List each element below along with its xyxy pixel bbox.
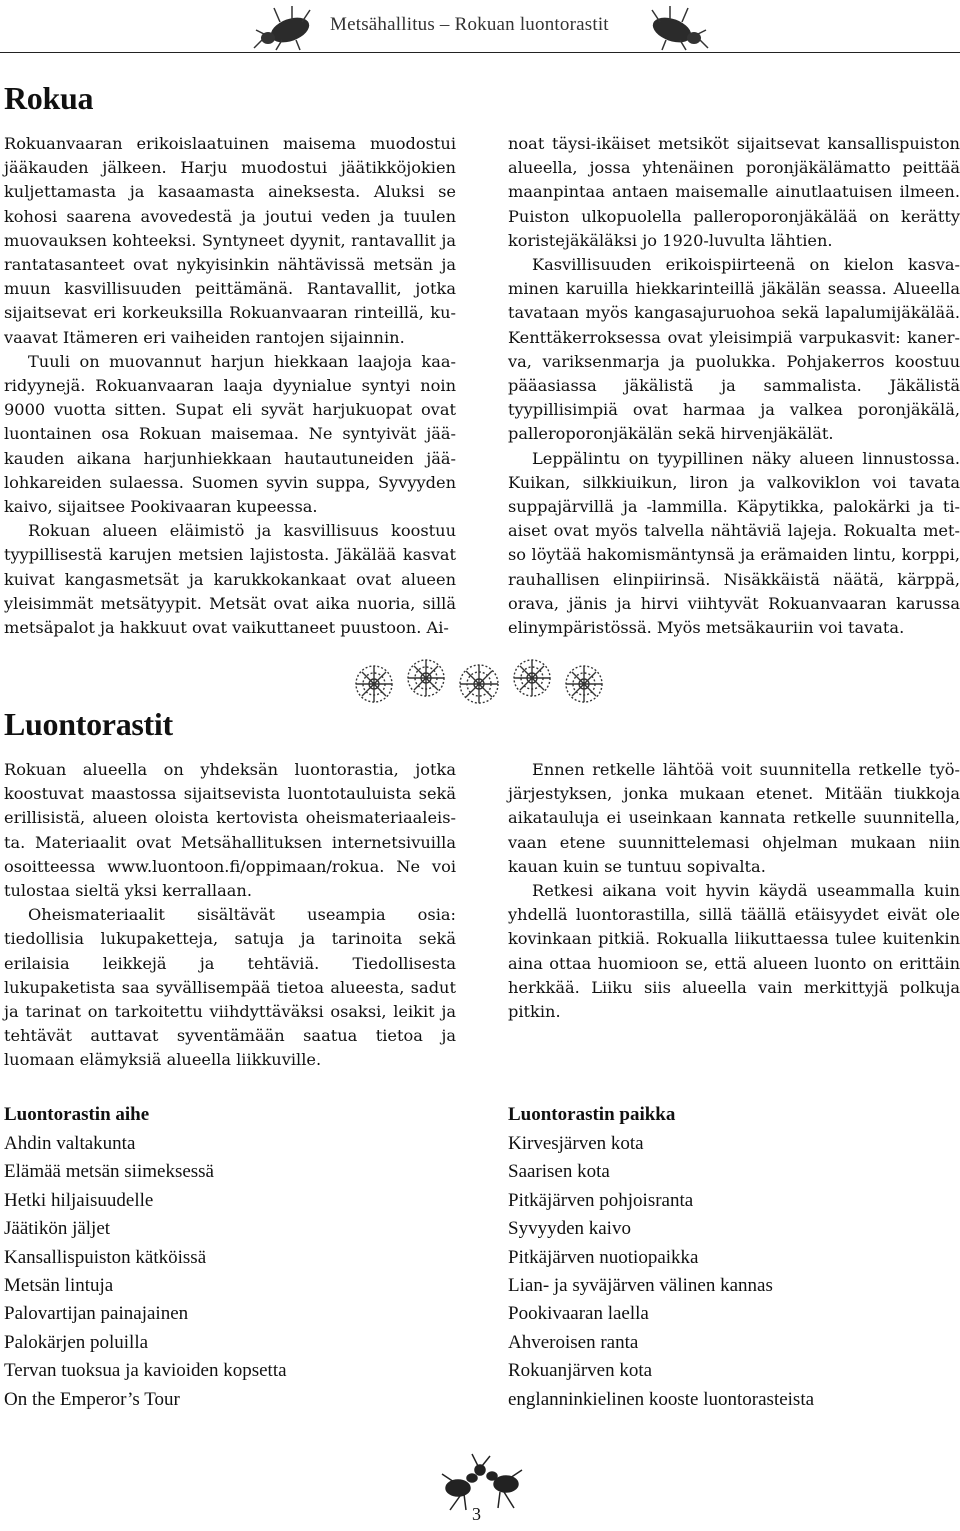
section-title-luontorastit: Luontorastit [4, 706, 173, 742]
lichen-ornament-icon [348, 652, 610, 712]
running-header: Metsähallitus – Rokuan luontorastit [330, 14, 609, 35]
list-item: Rokuanjärven kota [508, 1360, 653, 1382]
list-item: Palovartijan painajainen [4, 1303, 189, 1325]
lichen-divider [348, 652, 610, 712]
list-item: Kirvesjärven kota [508, 1133, 644, 1154]
list-item: Lian- ja syväjärven välinen kannas [508, 1275, 773, 1297]
paragraph: noat täysi-ikäiset metsiköt sijaitsevat kansallispuiston alueella, jossa yhtenäinen poronjäkälämatto peittää maanpintaa antaen maisemalle ainutlaatuisen ilmeen. Puiston ulkopuolella palleroporonjäkälää on kerätty koristejäkäläksi jo 1920-luvulta lähtien. [508, 134, 960, 250]
section-title-rokua: Rokua [4, 80, 94, 116]
list-item: Pitkäjärven nuotiopaikka [508, 1246, 699, 1268]
list-item: Kansallispuiston kätköissä [4, 1246, 207, 1268]
places-list-block [508, 1104, 960, 1414]
list-item: Syvyyden kaivo [508, 1218, 631, 1240]
topics-title: Luontorastin aihe [4, 1104, 150, 1125]
luontorastit-right-column [508, 758, 960, 1024]
header-rule [0, 52, 960, 53]
topics-list [4, 1130, 464, 1414]
list-item: Saarisen kota [508, 1161, 610, 1183]
paragraph: Rokuan alueella on yhdeksän luontorastia, jotka koostuvat maastossa sijaitsevista luontotauluista sekä erillisistä, alueen oloista kertovista oheismateriaaleista. Materiaalit ovat Metsähallituksen internetsivuilla osoitteessa www.luontoon.fi/oppimaan/rokua. Ne voi tulostaa sieltä yksi kerrallaan. [4, 760, 456, 901]
rokua-right-column [508, 132, 960, 640]
places-title: Luontorastin paikka [508, 1104, 676, 1125]
paragraph: Leppälintu on tyypillinen näky alueen linnustossa. Kuikan, silkkiuikun, liron ja valkoviklon voi tavata suppajärvillä ja -lammilla. Käpytikka, palokärki ja tiaiset ovat myös talvella nähtäviä lajeja. Rokualta metso löytää hakomismäntynsä ja erämaiden lintu, korppi, rauhallisen elinpiirinsä. Nisäkkäistä näätä, kärppä, orava, jänis ja hirvi viihtyvät Rokuanvaaran karussa elinympäristössä. Myös metsäkauriin voi tavata. [508, 448, 960, 638]
page-number: 3 [472, 1504, 481, 1524]
header [0, 0, 960, 54]
list-item: Elämää metsän siimeksessä [4, 1161, 214, 1183]
list-item: Ahdin valtakunta [4, 1133, 136, 1154]
beetle-icon [640, 2, 710, 52]
list-item: On the Emperor’s Tour [4, 1388, 180, 1410]
paragraph: Kasvillisuuden erikoispiirteenä on kielon kasvaminen karuilla hiekkarinteillä jäkälän seassa. Alueella tavataan myös kangasajuruohoa sekä lapalumijäkälää. Kenttäkerroksessa ovat yleisimpiä varpukasvit: kanerva, variksenmarja ja puolukka. Pohjakerros koostuu pääasiassa jäkälistä ja sammalista. Jäkälistä tyypillisimpiä ovat harmaa ja valkea poronjäkälä, palleroporonjäkälän sekä hirvenjäkälät. [508, 255, 960, 444]
list-item: Hetki hiljaisuudelle [4, 1189, 154, 1211]
paragraph: Rokuan alueen eläimistö ja kasvillisuus koostuu tyypillisestä karujen metsien lajistosta. Jäkälää kasvat kuivat kangasmetsät ja karukkokankaat ovat alueen yleisimmät metsätyypit. Metsät ovat aika nuoria, sillä metsäpalot ja hakkuut ovat vaikuttaneet puustoon. Ai- [4, 521, 456, 638]
topics-list-block [4, 1104, 464, 1414]
list-item: englanninkielinen kooste luontorasteista [508, 1388, 815, 1410]
list-item: Metsän lintuja [4, 1275, 114, 1297]
list-item: Palokärjen poluilla [4, 1331, 149, 1353]
list-item: Pookivaaran laella [508, 1303, 649, 1325]
list-item: Jäätikön jäljet [4, 1218, 111, 1240]
paragraph: Oheismateriaalit sisältävät useampia osia: tiedollisia lukupaketteja, satuja ja tarinoita sekä erilaisia leikkejä ja tehtäviä. Tiedollisesta lukupaketista saa syvällisempää tietoa alueesta, sadut ja tarinat on tarkoitettu viihdyttäväksi osaksi, leikit ja tehtävät auttavat syventämään saatua tietoa ja luomaan elämyksiä alueella liikkuville. [4, 905, 456, 1070]
paragraph: Rokuanvaaran erikoislaatuinen maisema muodostui jääkauden jälkeen. Harju muodostui jäätikköjokien kuljettamasta ja kasaamasta aineksesta. Aluksi se kohosi saarena avovedestä ja joutui veden ja tuulen muovauksen kohteeksi. Syntyneet dyynit, rantavallit ja rantatasanteet ovat nykyisinkin nähtävissä metsän ja muun kasvillisuuden peittämänä. Rantavallit, jotka sijaitsevat eri korkeuksilla Rokuanvaaran rinteillä, kuvaavat Itämeren eri vaiheiden rantojen sijainnin. [4, 134, 456, 347]
list-item: Tervan tuoksua ja kavioiden kopsetta [4, 1360, 287, 1382]
rokua-left-column [4, 132, 456, 640]
paragraph: Ennen retkelle lähtöä voit suunnitella retkelle työjärjestyksen, jonka mukaan etenet. Mitään tiukkoja aikatauluja ei useinkaan kannata retkelle suunnitella, vaan etene suunnittelemasi ohjelman mukaan niin kauan kuin se tuntuu sopivalta. [508, 760, 960, 876]
beetle-icon [252, 2, 322, 52]
paragraph: Tuuli on muovannut harjun hiekkaan laajoja kaaridyynejä. Rokuanvaaran laaja dyynialue syntyi noin 9000 vuotta sitten. Supat eli syvät harjukuopat ovat luontainen osa Rokuan maisemaa. Ne syntyivät jääkauden aikana harjunhiekkaan hautautuneiden jäälohkareiden sulaessa. Suomen syvin suppa, Syvyyden kaivo, sijaitsee Pookivaaran kupeessa. [4, 351, 456, 517]
list-item: Pitkäjärven pohjoisranta [508, 1189, 694, 1211]
list-item: Ahveroisen ranta [508, 1331, 639, 1353]
luontorastit-left-column [4, 758, 456, 1073]
places-list [508, 1130, 960, 1414]
paragraph: Retkesi aikana voit hyvin käydä useammalla kuin yhdellä luontorastilla, sillä täällä etäisyydet eivät ole kovinkaan pitkiä. Rokualla liikuttaessa tulee kuitenkin aina ottaa huomioon se, että alueen luonto on erittäin herkkää. Liiku siis alueella vain merkittyjä polkuja pitkin. [508, 881, 960, 1022]
